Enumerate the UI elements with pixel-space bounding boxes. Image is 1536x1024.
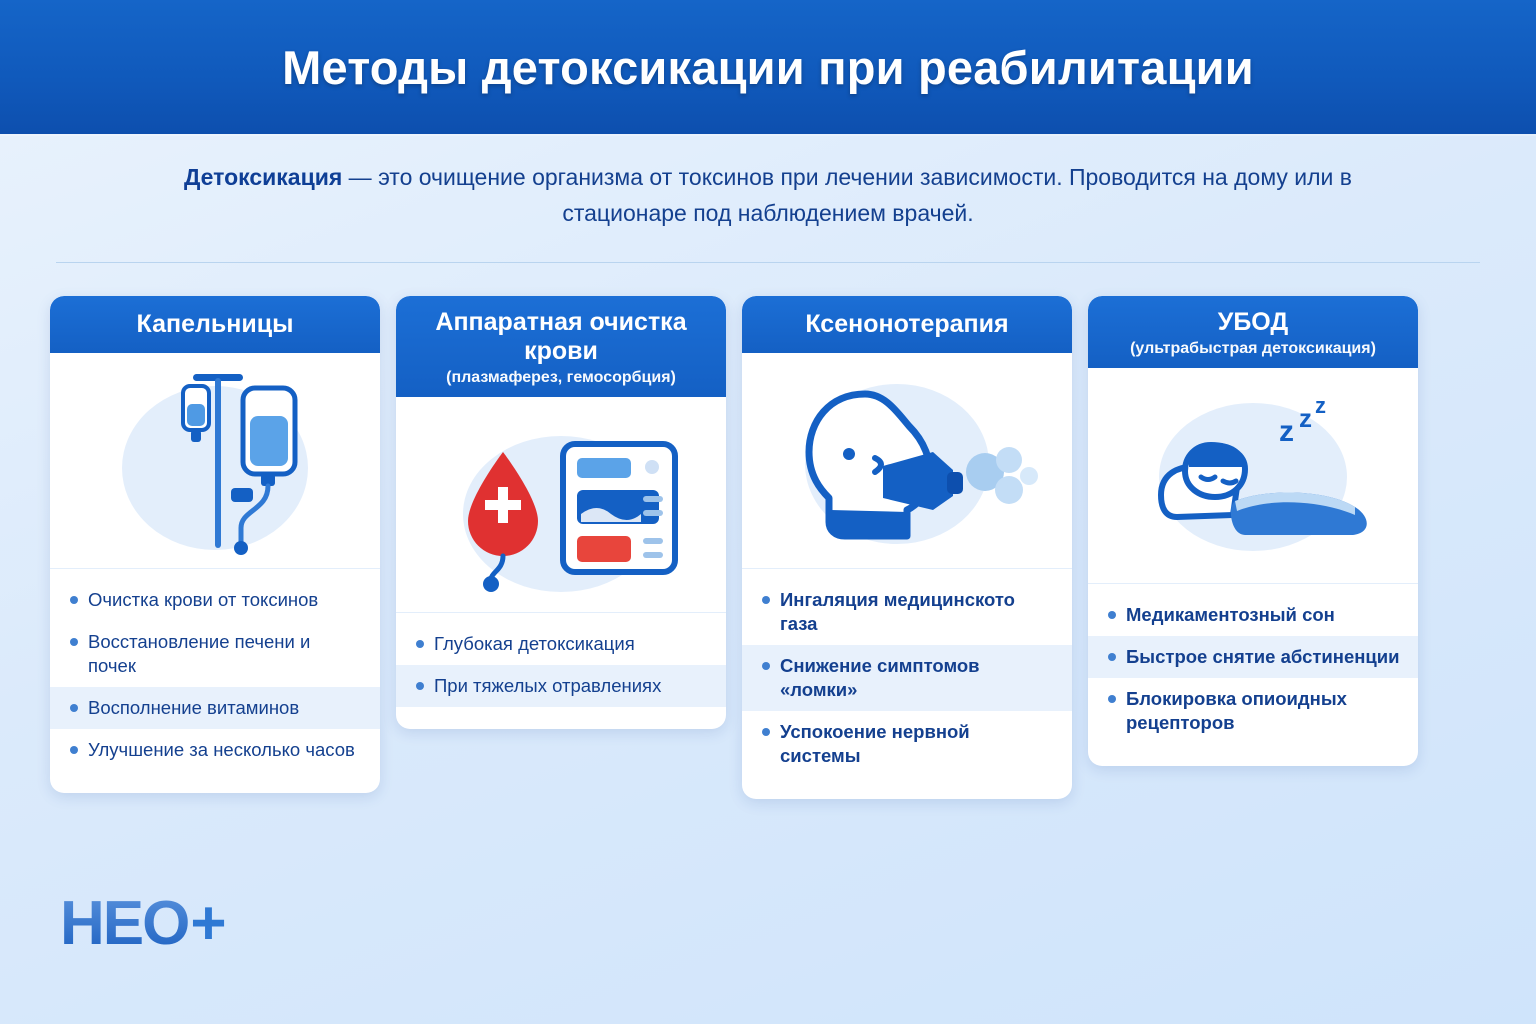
card-header <box>1088 296 1418 368</box>
intro-lead: Детоксикация <box>183 164 343 190</box>
method-card-apparatnaya-ochistka[interactable] <box>396 296 726 729</box>
methods-card-row <box>50 296 1486 799</box>
list-item-label: При тяжелых отравлениях <box>434 674 662 696</box>
list-item <box>396 665 726 707</box>
list-item-label: Восполнение витаминов <box>88 696 300 718</box>
intro-paragraph <box>168 160 1368 231</box>
list-item-label: Снижение симптомов «ломки» <box>780 654 980 700</box>
list-item <box>1088 678 1418 744</box>
list-item-label: Ингаляция медицинското газа <box>780 588 1015 634</box>
iv-drip-icon <box>65 360 365 560</box>
intro-text: — это очищение организма от токсинов при лечении зависимости. Проводится на дому или в стационаре под наблюдением врачей. <box>342 164 1353 226</box>
svg-text:z: z <box>1279 415 1294 449</box>
list-item <box>1088 594 1418 636</box>
list-item-label: Восстановление печени и почек <box>88 630 311 676</box>
card-subtitle: (плазмаферез, гемосорбция) <box>446 368 676 386</box>
card-benefit-list <box>396 613 726 729</box>
method-card-ubod[interactable] <box>1088 296 1418 766</box>
page-title: Методы детоксикации при реабилитации <box>282 40 1254 94</box>
card-benefit-list <box>50 569 380 793</box>
bullet-icon <box>1108 695 1116 703</box>
card-illustration <box>396 397 726 613</box>
card-benefit-list <box>742 569 1072 799</box>
bullet-icon <box>70 638 78 646</box>
bullet-icon <box>70 596 78 604</box>
list-item <box>50 729 380 771</box>
logo-wordmark: HEO <box>60 889 189 958</box>
card-illustration <box>742 353 1072 569</box>
list-item <box>742 645 1072 711</box>
list-item-label: Быстрое снятие абстиненции <box>1126 645 1400 667</box>
card-title: Аппаратная очистка крови <box>435 308 687 365</box>
card-title: Капельницы <box>136 310 294 338</box>
card-header <box>742 296 1072 353</box>
list-item-label: Медикаментозный сон <box>1126 603 1335 625</box>
list-item <box>50 621 380 687</box>
bullet-icon <box>416 640 424 648</box>
svg-text:z: z <box>1315 393 1326 419</box>
logo-plus-icon: + <box>190 889 227 958</box>
bullet-icon <box>70 704 78 712</box>
card-illustration <box>1088 368 1418 584</box>
card-header <box>396 296 726 397</box>
inhalation-mask-icon <box>757 360 1057 560</box>
list-item-label: Успокоение нервной системы <box>780 720 970 766</box>
page-header <box>0 0 1536 134</box>
list-item <box>1088 636 1418 678</box>
bullet-icon <box>1108 611 1116 619</box>
list-item <box>50 687 380 729</box>
card-title: Ксенонотерапия <box>805 310 1009 338</box>
svg-text:z: z <box>1299 403 1312 434</box>
list-item <box>50 579 380 621</box>
card-benefit-list <box>1088 584 1418 766</box>
intro-divider <box>56 262 1480 263</box>
list-item <box>396 623 726 665</box>
brand-logo <box>60 888 227 959</box>
list-item-label: Очистка крови от токсинов <box>88 588 319 610</box>
bullet-icon <box>762 662 770 670</box>
method-card-ksenonoterapiya[interactable] <box>742 296 1072 799</box>
card-header <box>50 296 380 353</box>
list-item-label: Блокировка опиоидных рецепторов <box>1126 687 1347 733</box>
bullet-icon <box>762 596 770 604</box>
list-item <box>742 579 1072 645</box>
card-illustration <box>50 353 380 569</box>
list-item-label: Улучшение за несколько часов <box>88 738 355 760</box>
sleeping-patient-icon <box>1103 375 1403 575</box>
card-title: УБОД <box>1217 308 1289 336</box>
bullet-icon <box>70 746 78 754</box>
bullet-icon <box>762 728 770 736</box>
list-item-label: Глубокая детоксикация <box>434 632 635 654</box>
blood-drop-machine-icon <box>411 404 711 604</box>
method-card-kapelnitsy[interactable] <box>50 296 380 793</box>
bullet-icon <box>1108 653 1116 661</box>
bullet-icon <box>416 682 424 690</box>
list-item <box>742 711 1072 777</box>
card-subtitle: (ультрабыстрая детоксикация) <box>1130 339 1376 357</box>
